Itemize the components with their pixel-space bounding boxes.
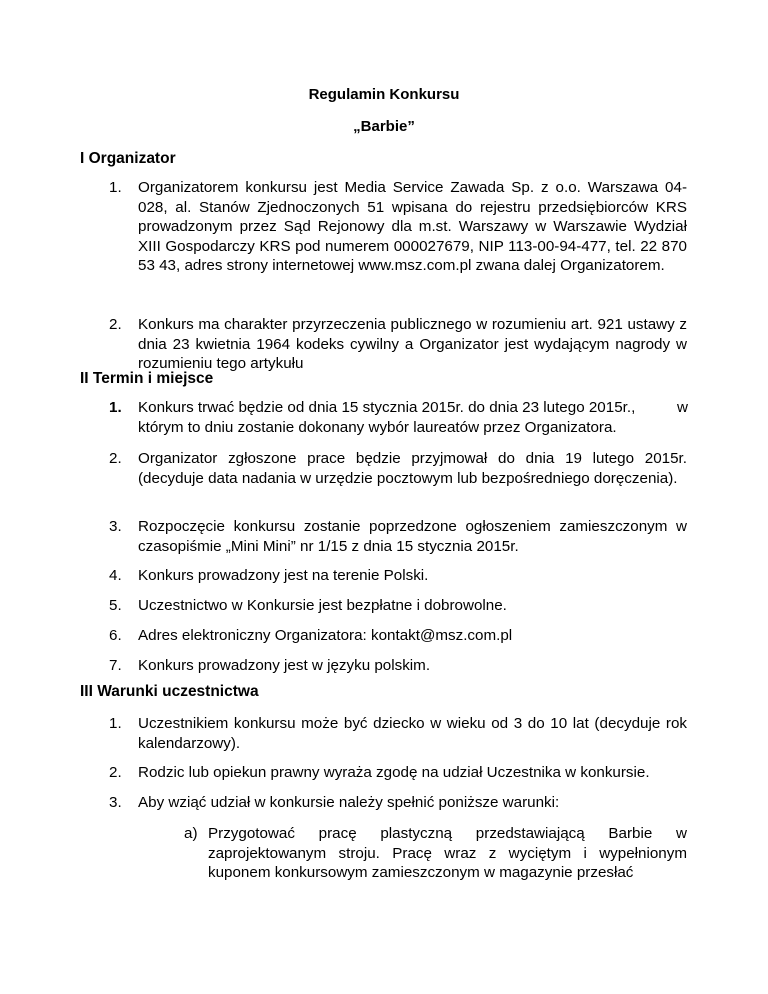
list-item <box>109 398 687 437</box>
sub-list-item-text: Przygotować pracę plastyczną przedstawiającą Barbie w zaprojektowanym stroju. Pracę wraz z wyciętym i wypełnionym kuponem konkursowym zamieszczonym w magazynie przesłać <box>208 825 687 881</box>
list-item-number: 5. <box>109 597 122 614</box>
list-item-text: Konkurs prowadzony jest w języku polskim. <box>138 657 431 674</box>
list-item <box>109 449 687 488</box>
list-item-number: 2. <box>109 450 122 467</box>
list-item-number: 3. <box>109 518 122 535</box>
list-item <box>109 793 687 813</box>
list-item <box>109 315 687 374</box>
list-item-text: Organizator zgłoszone prace będzie przyjmował do dnia 19 lutego 2015r. (decyduje data nadania w urzędzie pocztowym lub bezpośredniego doręczenia). <box>138 450 687 487</box>
document-subtitle: „Barbie” <box>353 118 415 135</box>
list-item-text: Organizatorem konkursu jest Media Service Zawada Sp. z o.o. Warszawa 04-028, al. Stanów Zjednoczonych 51 wpisana do rejestru przedsiębiorców KRS prowadzonym przez Sąd Rejonowy dla m.st. Warszawy w Warszawie Wydział XIII Gospodarczy KRS pod numerem 000027679, NIP 113-00-94-477, tel. 22 870 53 43, adres strony internetowej www.msz.com.pl zwana dalej Organizatorem. <box>138 179 687 274</box>
list-item-number: 4. <box>109 567 122 584</box>
list-item-text: Rozpoczęcie konkursu zostanie poprzedzone ogłoszeniem zamieszczonym w czasopiśmie „Mini Mini” nr 1/15 z dnia 15 stycznia 2015r. <box>138 518 687 555</box>
list-item <box>109 763 687 783</box>
section-heading-warunki: III Warunki uczestnictwa <box>80 683 259 700</box>
list-item <box>109 178 687 276</box>
section-heading-termin: II Termin i miejsce <box>80 370 214 387</box>
list-item-text: Uczestnictwo w Konkursie jest bezpłatne i dobrowolne. <box>138 597 507 614</box>
sub-list-item-letter: a) <box>184 825 198 842</box>
list-item-text: Konkurs trwać będzie od dnia 15 stycznia 2015r. do dnia 23 lutego 2015r., którym to dniu zostanie dokonany wybór laureatów przez Organizatora. <box>138 399 636 436</box>
list-item-text: Konkurs ma charakter przyrzeczenia publicznego w rozumieniu art. 921 ustawy z dnia 23 kwietnia 1964 kodeks cywilny a Organizator jest wydającym nagrody w rozumieniu tego artykułu <box>138 316 687 372</box>
list-item <box>109 596 687 616</box>
list-item-number: 2. <box>109 764 122 781</box>
list-item-number: 1. <box>109 399 122 416</box>
sub-list-item <box>184 824 687 883</box>
list-item <box>109 626 687 646</box>
document-title: Regulamin Konkursu <box>308 86 460 103</box>
list-item-number: 6. <box>109 627 122 644</box>
list-item-number: 7. <box>109 657 122 674</box>
list-item-text: Adres elektroniczny Organizatora: kontakt@msz.com.pl <box>138 627 513 644</box>
list-item-number: 2. <box>109 316 122 333</box>
list-item <box>109 714 687 753</box>
list-item <box>109 517 687 556</box>
list-item-text: Rodzic lub opiekun prawny wyraża zgodę na udział Uczestnika w konkursie. <box>138 764 650 781</box>
list-item-text: Uczestnikiem konkursu może być dziecko w wieku od 3 do 10 lat (decyduje rok kalendarzowy). <box>138 715 687 752</box>
list-item-text: Aby wziąć udział w konkursie należy spełnić poniższe warunki: <box>138 794 560 811</box>
list-item <box>109 566 687 586</box>
list-item-text: Konkurs prowadzony jest na terenie Polski. <box>138 567 429 584</box>
list-item-number: 3. <box>109 794 122 811</box>
list-item <box>109 656 687 676</box>
section-heading-organizator: I Organizator <box>80 150 176 167</box>
list-item-number: 1. <box>109 179 122 196</box>
list-item-number: 1. <box>109 715 122 732</box>
list-item-tab-text: w <box>677 399 688 416</box>
